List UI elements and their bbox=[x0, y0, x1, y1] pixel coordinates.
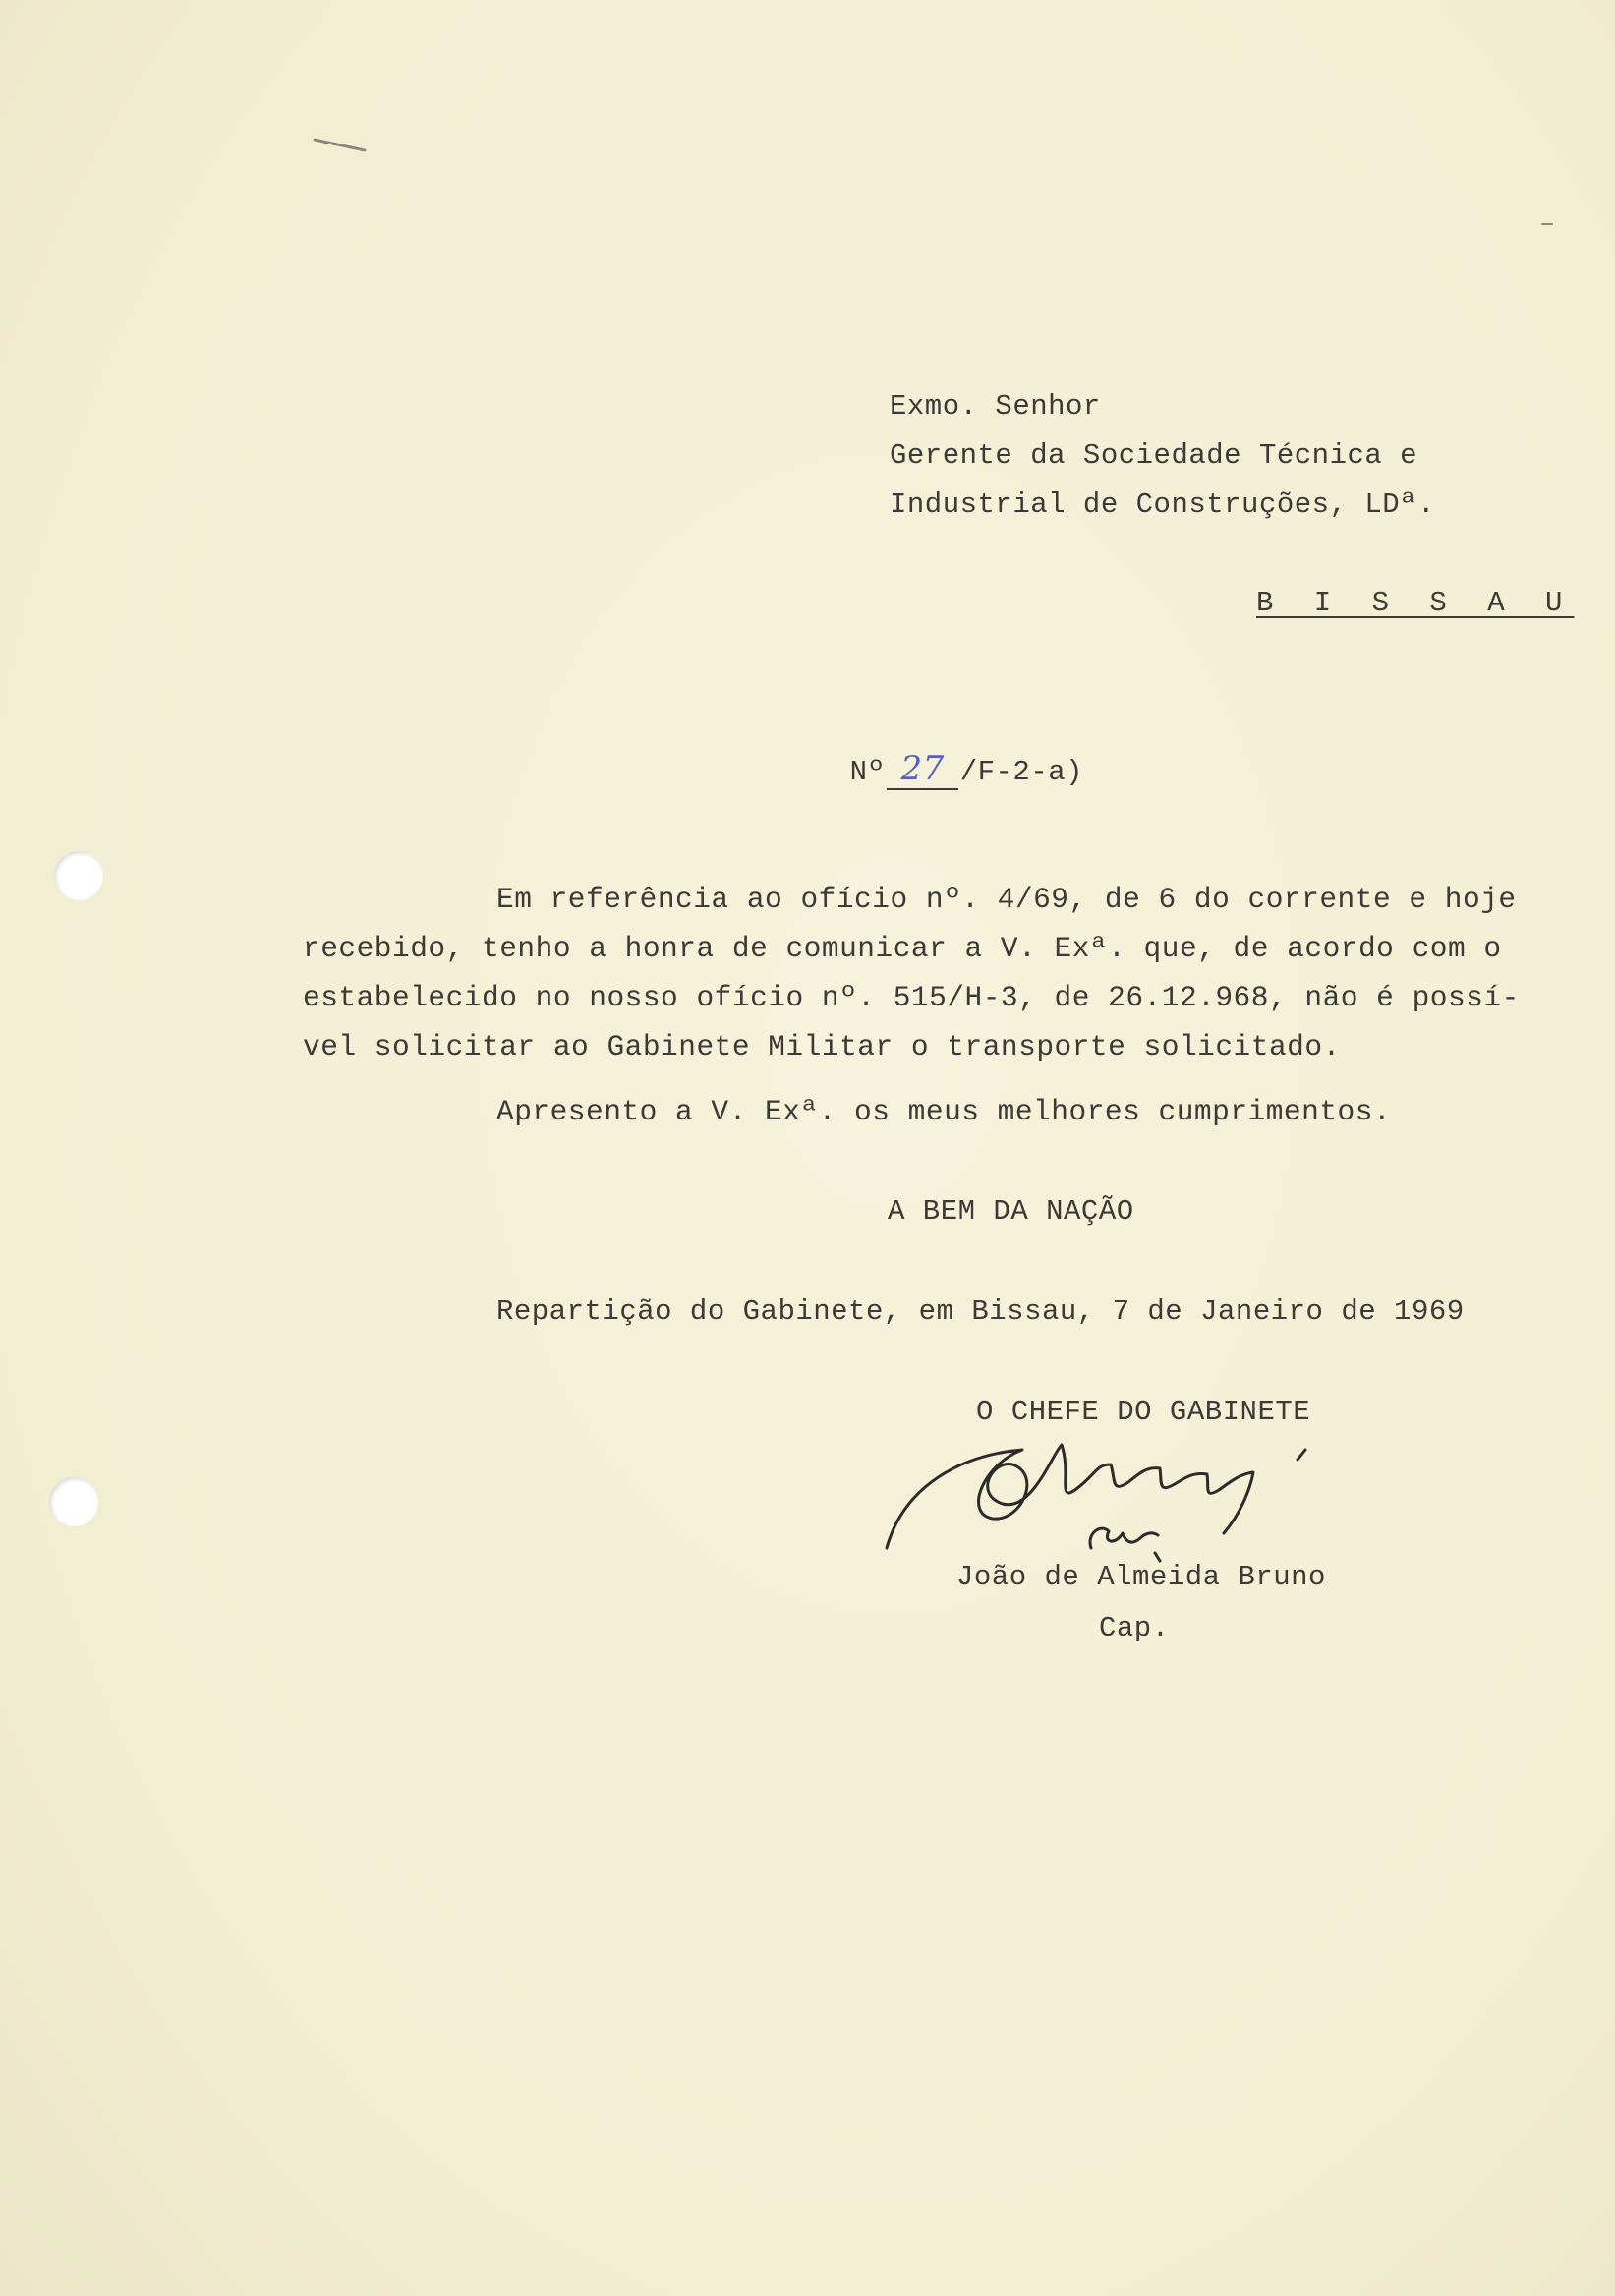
reference-prefix: Nº bbox=[849, 756, 886, 788]
recipient-line-2: Industrial de Construções, LDª. bbox=[890, 488, 1435, 521]
reference-suffix: /F-2-a) bbox=[959, 756, 1084, 788]
body-line-4: vel solicitar ao Gabinete Militar o transporte solicitado. bbox=[303, 1030, 1341, 1063]
reference-handwritten-number: 27 bbox=[887, 749, 957, 790]
handwritten-signature bbox=[875, 1396, 1386, 1582]
signature-title: O CHEFE DO GABINETE bbox=[976, 1396, 1311, 1428]
paper-mark bbox=[1541, 223, 1553, 225]
motto: A BEM DA NAÇÃO bbox=[888, 1195, 1134, 1228]
paper-mark bbox=[313, 138, 366, 151]
recipient-city: B I S S A U bbox=[1256, 587, 1575, 619]
body-line-3: estabelecido no nosso ofício nº. 515/H-3, de 26.12.968, não é possí- bbox=[303, 981, 1520, 1014]
body-line-2: recebido, tenho a honra de comunicar a V. Exª. que, de acordo com o bbox=[303, 932, 1502, 965]
punch-hole bbox=[54, 851, 103, 900]
dateline: Repartição do Gabinete, em Bissau, 7 de Janeiro de 1969 bbox=[496, 1295, 1465, 1328]
reference-number bbox=[779, 717, 1083, 823]
recipient-line-1: Gerente da Sociedade Técnica e bbox=[890, 439, 1418, 472]
recipient-salutation: Exmo. Senhor bbox=[890, 390, 1101, 423]
body-line-1: Em referência ao ofício nº. 4/69, de 6 do corrente e hoje bbox=[496, 883, 1517, 916]
signatory-name: João de Almeida Bruno bbox=[956, 1561, 1326, 1593]
punch-hole bbox=[49, 1477, 98, 1526]
closing-line: Apresento a V. Exª. os meus melhores cumprimentos. bbox=[496, 1095, 1392, 1128]
signatory-rank: Cap. bbox=[1099, 1612, 1170, 1644]
